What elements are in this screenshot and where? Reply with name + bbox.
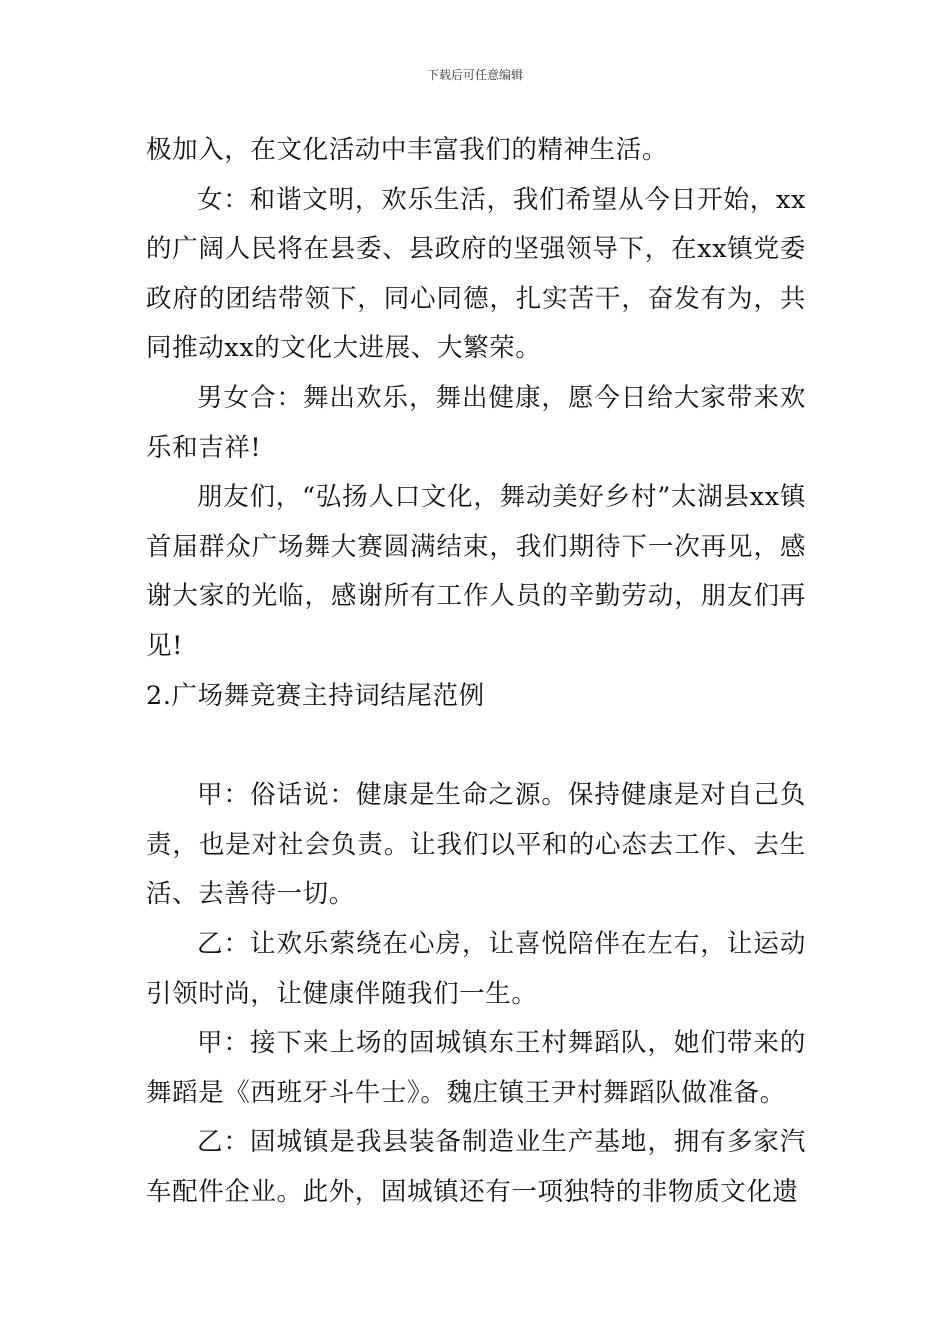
paragraph-continuation: 极加入，在文化活动中丰富我们的精神生活。: [146, 135, 669, 165]
page-header-note: 下载后可任意编辑: [426, 68, 523, 82]
paragraph-joint-hosts: 男女合：舞出欢乐，舞出健康，愿今日给大家带来欢乐和吉祥!: [146, 382, 806, 463]
blank-line: [146, 721, 806, 771]
paragraph-host-b-2: 乙：固城镇是我县装备制造业生产基地，拥有多家汽车配件企业。此外，固城镇还有一项独特的非物质文化遗: [146, 1127, 806, 1207]
paragraph-host-a-2: 甲：接下来上场的固城镇东王村舞蹈队，她们带来的舞蹈是《西班牙斗牛士》。魏庄镇王尹村舞蹈队做准备。: [146, 1028, 806, 1108]
paragraph-female-host: 女：和谐文明，欢乐生活，我们希望从今日开始，xx的广阔人民将在县委、县政府的坚强领导下，在xx镇党委政府的团结带领下，同心同德，扎实苦干，奋发有为，共同推动xx的文化大进展、大繁荣。: [146, 184, 806, 364]
paragraph-closing-remarks: 朋友们，“弘扬人口文化，舞动美好乡村”太湖县xx镇首届群众广场舞大赛圆满结束，我们期待下一次再见，感谢大家的光临，感谢所有工作人员的辛勤劳动，朋友们再见!: [146, 482, 806, 661]
paragraph-host-a-1: 甲：俗话说：健康是生命之源。保持健康是对自己负责，也是对社会负责。让我们以平和的心态去工作、去生活、去善待一切。: [146, 780, 806, 910]
section-heading: 2.广场舞竞赛主持词结尾范例: [146, 680, 485, 711]
paragraph-host-b-1: 乙：让欢乐萦绕在心房，让喜悦陪伴在左右，让运动引领时尚，让健康伴随我们一生。: [146, 928, 806, 1009]
document-body: [146, 126, 806, 1217]
